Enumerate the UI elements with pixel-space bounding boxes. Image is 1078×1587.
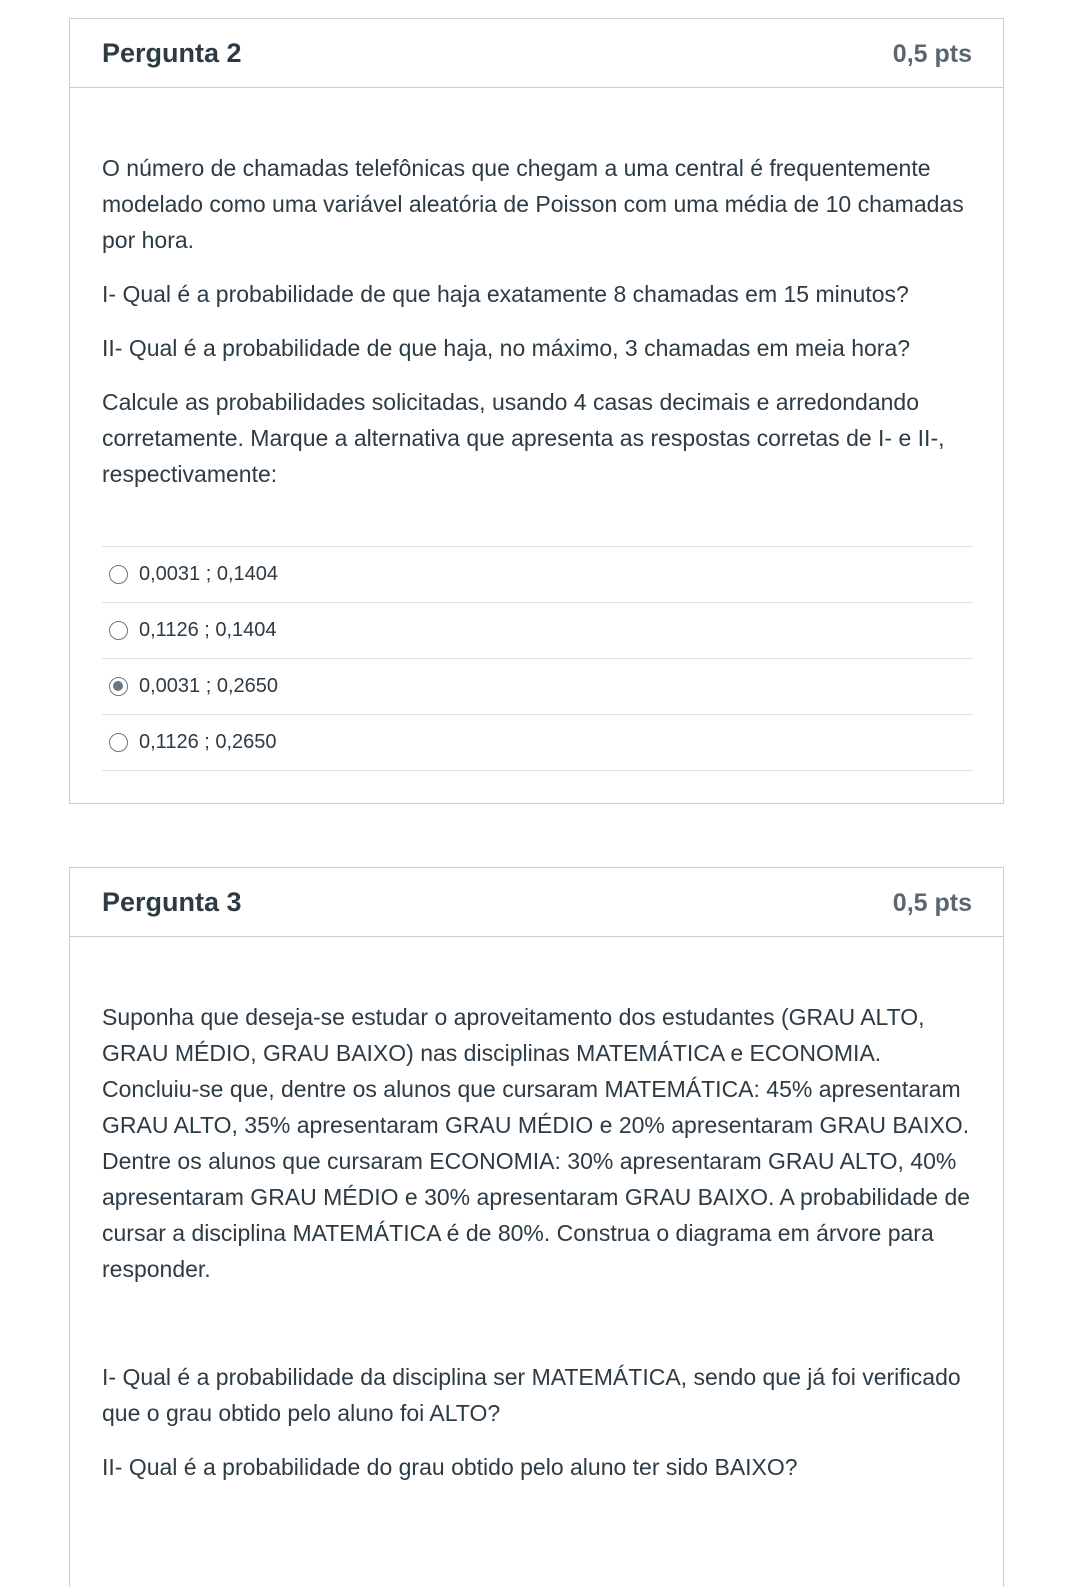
answer-option-2[interactable]: [102, 603, 973, 659]
question-points: 0,5 pts: [892, 889, 972, 917]
radio-button-icon[interactable]: [109, 565, 128, 584]
answer-option-3[interactable]: [102, 659, 973, 715]
question-title: Pergunta 2: [102, 38, 242, 68]
answer-option-4[interactable]: [102, 715, 973, 771]
question-header: [70, 19, 1003, 88]
question-paragraph: I- Qual é a probabilidade de que haja exatamente 8 chamadas em 15 minutos?: [102, 281, 909, 307]
question-paragraph: II- Qual é a probabilidade do grau obtido pelo aluno ter sido BAIXO?: [102, 1454, 798, 1480]
radio-button-icon[interactable]: [109, 621, 128, 640]
question-card-3: [69, 867, 1004, 1587]
answer-label[interactable]: 0,0031 ; 0,2650: [139, 675, 279, 697]
question-header: [70, 868, 1003, 937]
question-title: Pergunta 3: [102, 887, 242, 917]
question-points: 0,5 pts: [892, 40, 972, 68]
question-paragraph: Calcule as probabilidades solicitadas, usando 4 casas decimais e arredondando corretamente. Marque a alternativa que apresenta as respostas corretas de I- e II-, respectivamente:: [102, 389, 945, 487]
answer-list: [102, 546, 973, 771]
answer-label[interactable]: 0,0031 ; 0,1404: [139, 563, 279, 585]
question-text: [102, 999, 973, 1485]
radio-button-icon[interactable]: [109, 733, 128, 752]
answer-option-1[interactable]: [102, 547, 973, 603]
question-text: [102, 150, 973, 492]
question-paragraph: II- Qual é a probabilidade de que haja, no máximo, 3 chamadas em meia hora?: [102, 335, 911, 361]
answer-label[interactable]: 0,1126 ; 0,2650: [139, 731, 277, 753]
question-paragraph: Suponha que deseja-se estudar o aproveitamento dos estudantes (GRAU ALTO, GRAU MÉDIO, GRAU BAIXO) nas disciplinas MATEMÁTICA e ECONOMIA. Concluiu-se que, dentre os alunos que cursaram MATEMÁTICA: 45% apresentaram GRAU ALTO, 35% apresentaram GRAU MÉDIO e 20% apresentaram GRAU BAIXO. Dentre os alunos que cursaram ECONOMIA: 30% apresentaram GRAU ALTO, 40% apresentaram GRAU MÉDIO e 30% apresentaram GRAU BAIXO. A probabilidade de cursar a disciplina MATEMÁTICA é de 80%. Construa o diagrama em árvore para responder.: [102, 1004, 971, 1282]
question-paragraph: O número de chamadas telefônicas que chegam a uma central é frequentemente modelado como uma variável aleatória de Poisson com uma média de 10 chamadas por hora.: [102, 155, 964, 253]
question-card-2: [69, 18, 1004, 804]
question-paragraph: I- Qual é a probabilidade da disciplina ser MATEMÁTICA, sendo que já foi verificado que o grau obtido pelo aluno foi ALTO?: [102, 1364, 961, 1426]
answer-label[interactable]: 0,1126 ; 0,1404: [139, 619, 277, 641]
radio-button-selected-icon[interactable]: [109, 677, 128, 696]
